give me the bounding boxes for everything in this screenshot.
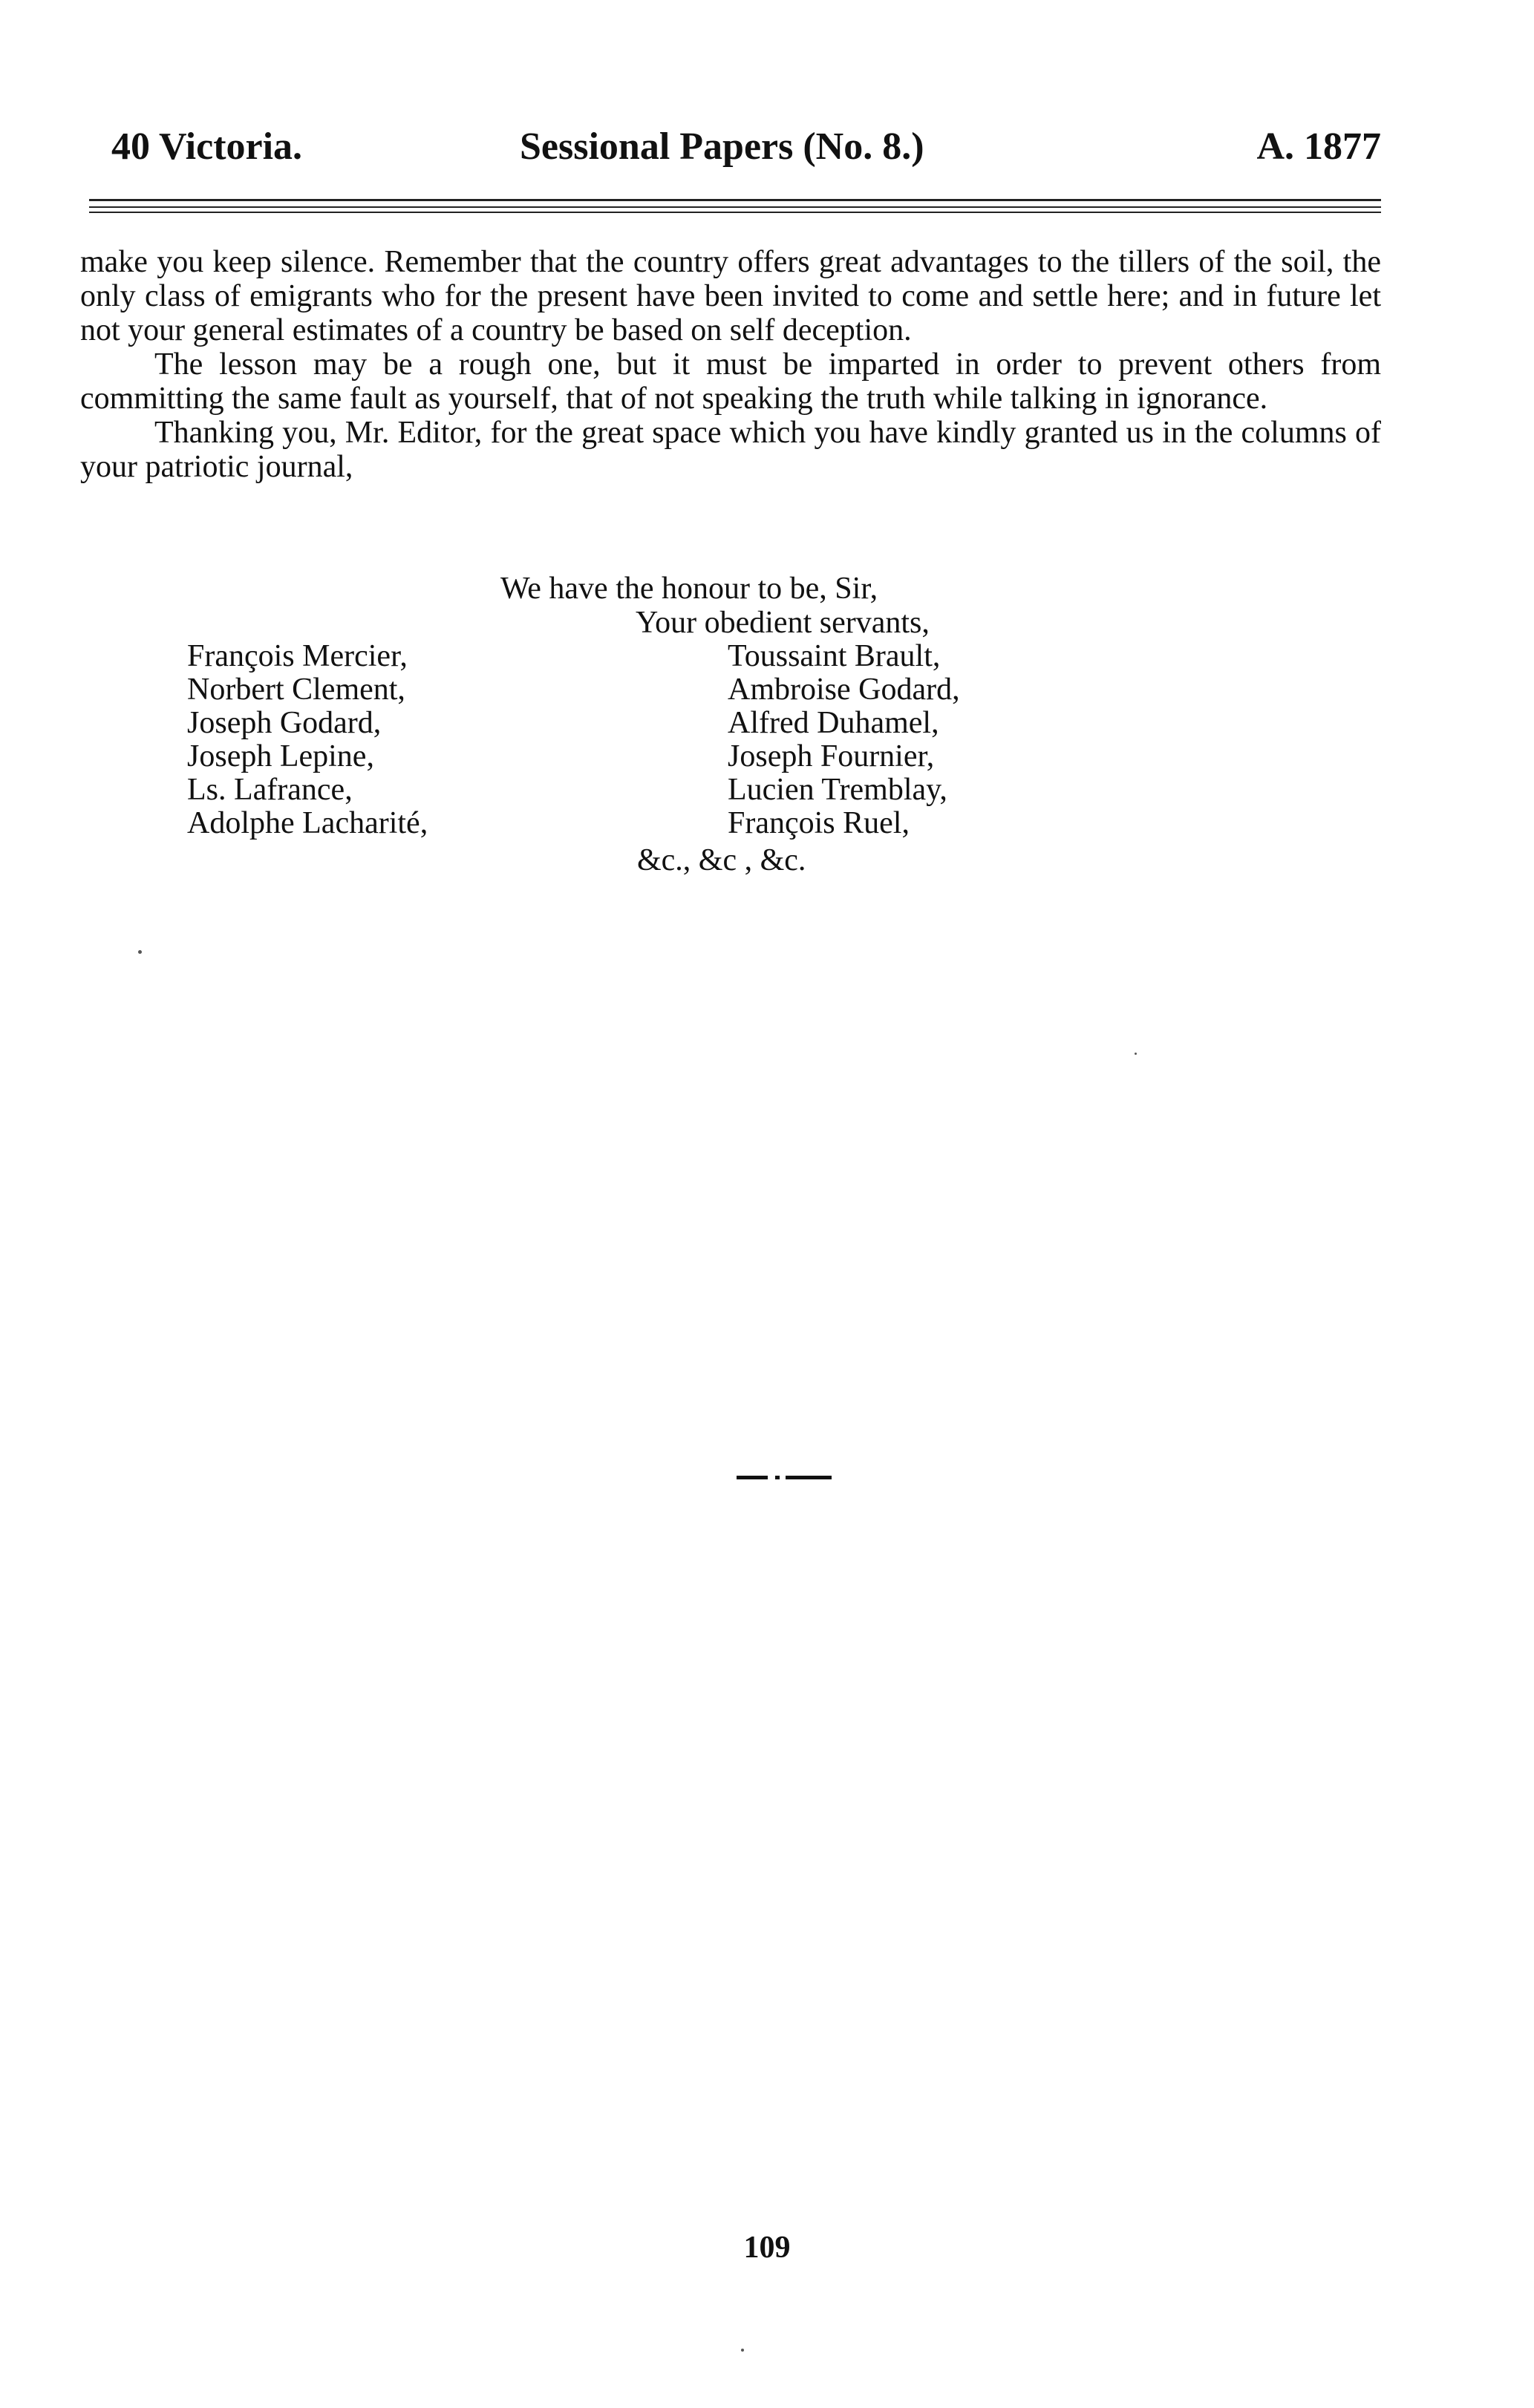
closing-servants: Your obedient servants, bbox=[636, 606, 930, 640]
signatures-left-column bbox=[187, 640, 428, 840]
paragraph: make you keep silence. Remember that the country offers great advantages to the tillers of the soil, the only class of emigrants who for the present have been invited to come and settle here; and in future let not your general estimates of a country be based on self deception. bbox=[80, 245, 1381, 347]
signatory: Norbert Clement, bbox=[187, 673, 405, 707]
signatory: Joseph Lepine, bbox=[187, 739, 374, 773]
running-head bbox=[111, 125, 1381, 177]
scan-speck bbox=[1135, 1053, 1137, 1055]
letter-body bbox=[80, 245, 1381, 484]
scan-speck bbox=[741, 2349, 744, 2352]
signatory: Joseph Godard, bbox=[187, 706, 382, 740]
signatures-etc: &c., &c , &c. bbox=[637, 843, 806, 877]
closing-salutation: We have the honour to be, Sir, bbox=[500, 572, 878, 606]
signatory: Ambroise Godard, bbox=[728, 673, 960, 707]
header-rule bbox=[89, 199, 1381, 201]
signatory: Alfred Duhamel, bbox=[728, 706, 939, 740]
section-divider-ornament bbox=[737, 1476, 832, 1479]
paragraph: The lesson may be a rough one, but it must be imparted in order to prevent others from committing the same fault as yourself, that of not speaking the truth while talking in ignorance. bbox=[80, 347, 1381, 416]
signatory: François Mercier, bbox=[187, 639, 408, 673]
signatures-right-column bbox=[728, 640, 960, 840]
header-rule bbox=[89, 206, 1381, 208]
signatory: François Ruel, bbox=[728, 806, 910, 840]
page-number: 109 bbox=[743, 2231, 791, 2265]
paragraph: Thanking you, Mr. Editor, for the great space which you have kindly granted us in the columns of your patriotic journal, bbox=[80, 416, 1381, 484]
signatory: Lucien Tremblay, bbox=[728, 773, 947, 807]
header-title: Sessional Papers (No. 8.) bbox=[520, 125, 924, 168]
header-rule bbox=[89, 212, 1381, 213]
header-session: 40 Victoria. bbox=[111, 125, 303, 168]
signatory: Joseph Fournier, bbox=[728, 739, 935, 773]
signatory: Toussaint Brault, bbox=[728, 639, 941, 673]
scan-speck bbox=[138, 950, 142, 954]
header-year: A. 1877 bbox=[1256, 125, 1381, 168]
signatory: Adolphe Lacharité, bbox=[187, 806, 428, 840]
signatory: Ls. Lafrance, bbox=[187, 773, 353, 807]
